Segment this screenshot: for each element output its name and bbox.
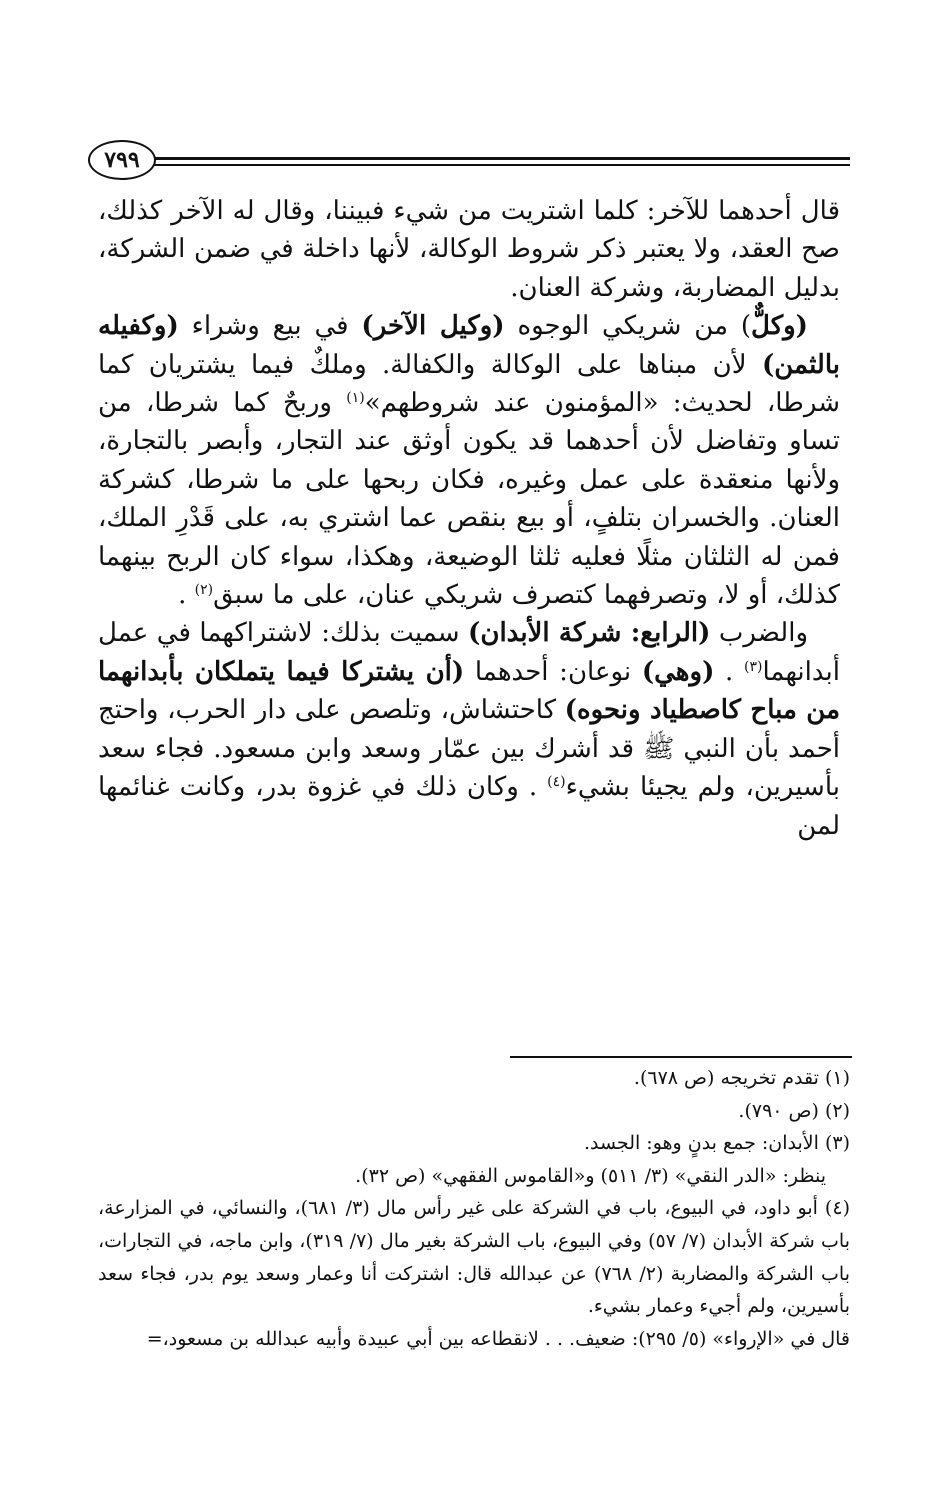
bold-phrase: (وهي): [641, 656, 715, 687]
text-span: والضرب: [710, 618, 808, 649]
footnotes: [98, 1062, 850, 1355]
text-span: نوعان: أحدهما: [464, 656, 642, 687]
footnote-separator: [510, 1056, 852, 1058]
bold-phrase: (أن يشتركا فيما يتملكان بأبدانهما من مباح كاصطياد ونحوه): [98, 656, 840, 726]
bold-phrase: (وكيل الآخر): [361, 311, 505, 342]
header-rule-thin: [154, 164, 850, 166]
paragraph-2: [98, 307, 840, 614]
text-span: كاحتشاش، وتلصص على دار الحرب، واحتج أحمد بأن النبي ﷺ قد أشرك بين عمّار وسعد وابن مسعود. فجاء سعد بأسيرين، ولم يجيئا بشيء: [98, 695, 840, 803]
text-span: .: [178, 580, 195, 611]
page-header: [88, 140, 850, 184]
footnote-3: (٣) الأبدان: جمع بدنٍ وهو: الجسد.: [583, 1132, 850, 1155]
footnote-2: (٢) (ص ٧٩٠).: [738, 1099, 850, 1122]
page-number: ٧٩٩: [88, 140, 156, 180]
header-rule-thick: [154, 157, 850, 160]
text-span: سميت بذلك: لاشتراكهما في عمل أبدانهما: [98, 618, 840, 687]
text-span: . وكان ذلك في غزوة بدر، وكانت غنائمها لمن: [98, 772, 840, 841]
footnote-4-continuation: قال في «الإرواء» (٥/ ٢٩٥): ضعيف. . . لانقطاعه بين أبي عبيدة وأبيه عبدالله بن مسعود،=: [146, 1327, 850, 1350]
paragraph-3: [98, 614, 840, 844]
footnote-ref-3: (٣): [744, 658, 763, 675]
text-span: .: [714, 656, 745, 687]
footnote-4: (٤) أبو داود، في البيوع، باب في الشركة على غير رأس مال (٣/ ٦٨١)، والنسائي، في المزارعة، باب شركة الأبدان (٧/ ٥٧) وفي البيوع، باب الشركة بغير مال (٧/ ٣١٩)، وابن ماجه، في التجارات، باب الشركة والمضاربة (٢/ ٧٦٨) عن عبدالله قال: اشتركت أنا وعمار وسعد يوم بدر، فجاء سعد بأسيرين، ولم أجيء وعمار بشيء.: [98, 1197, 851, 1318]
footnote-ref-2: (٢): [194, 582, 214, 599]
text-span: وربحٌ كما شرطا، من تساو وتفاضل لأن أحدهما قد يكون أوثق عند التجار، وأبصر بالتجارة، ولأنها منعقدة على عمل وغيره، فكان ربحها على ما شرطا، كشركة العنان. والخسران بتلفٍ، أو بيع بنقص عما اشتري به، على قَدْرِ الملك، فمن له الثلثان مثلًا فعليه ثلثا الوضيعة، وهكذا، سواء كان الربح بينهما كذلك، أو لا، وتصرفهما كتصرف شريكي عنان، على ما سبق: [98, 388, 840, 611]
footnote-ref-1: (١): [346, 390, 365, 407]
footnote-3-continuation: ينظر: «الدر النقي» (٣/ ٥١١) و«القاموس الفقهي» (ص ٣٢).: [355, 1164, 826, 1187]
footnote-1: (١) تقدم تخريجه (ص ٦٧٨).: [633, 1067, 850, 1089]
bold-phrase: (وكلٌّ: [751, 311, 808, 342]
text-span: ) من شريكي الوجوه: [504, 311, 752, 342]
bold-phrase: (الرابع: شركة الأبدان): [468, 618, 711, 649]
bold-phrase: (وكفيله بالثمن): [98, 311, 840, 380]
text-span: لأن مبناها على الوكالة والكفالة. وملكٌ فيما يشتريان كما شرطا، لحديث: «المؤمنون عند شروطهم»: [98, 349, 840, 419]
main-text: [98, 192, 840, 845]
paragraph-1: قال أحدهما للآخر: كلما اشتريت من شيء فبيننا، وقال له الآخر كذلك، صح العقد، ولا يعتبر ذكر شروط الوكالة، لأنها داخلة في ضمن الشركة، بدليل المضاربة، وشركة العنان.: [98, 196, 840, 303]
footnote-ref-4: (٤): [547, 774, 566, 791]
text-span: في بيع وشراء: [178, 311, 362, 342]
